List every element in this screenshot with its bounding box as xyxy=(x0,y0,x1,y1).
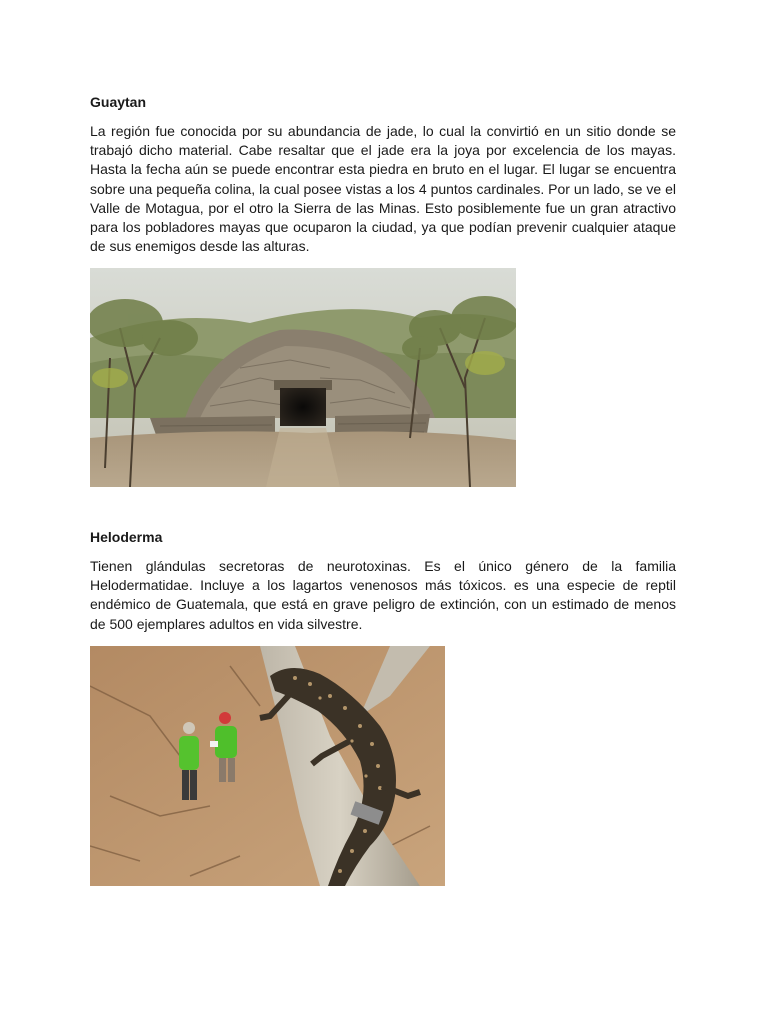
guaytan-ruins-photo xyxy=(90,268,516,487)
section-body-heloderma: Tienen glándulas secretoras de neurotoxinas. Es el único género de la familia Helodermatidae. Incluye a los lagartos venenosos más tóxicos. es una especie de reptil endémico de Guatemala, que está en grave peligro de extinción, con un estimado de menos de 500 ejemplares adultos en vida silvestre. xyxy=(90,558,676,632)
section-title-guaytan: Guaytan xyxy=(90,94,147,110)
section-body-guaytan: La región fue conocida por su abundancia de jade, lo cual la convirtió en un sitio donde se trabajó dicho material. Cabe resaltar que el jade era la joya por excelencia de los mayas. Hasta la fecha aún se puede encontrar esta piedra en bruto en el lugar. El lugar se encuentra sobre una pequeña colina, la cual posee vistas a los 4 puntos cardinales. Por un lado, se ve el Valle de Motagua, por el otro la Sierra de las Minas. Esto posiblemente fue un gran atractivo para los pobladores mayas que ocuparon la ciudad, ya que podían prevenir cualquier ataque de sus enemigos desde las alturas. xyxy=(90,123,676,255)
heloderma-lizard-photo xyxy=(90,646,445,886)
section-title-heloderma: Heloderma xyxy=(90,529,163,545)
